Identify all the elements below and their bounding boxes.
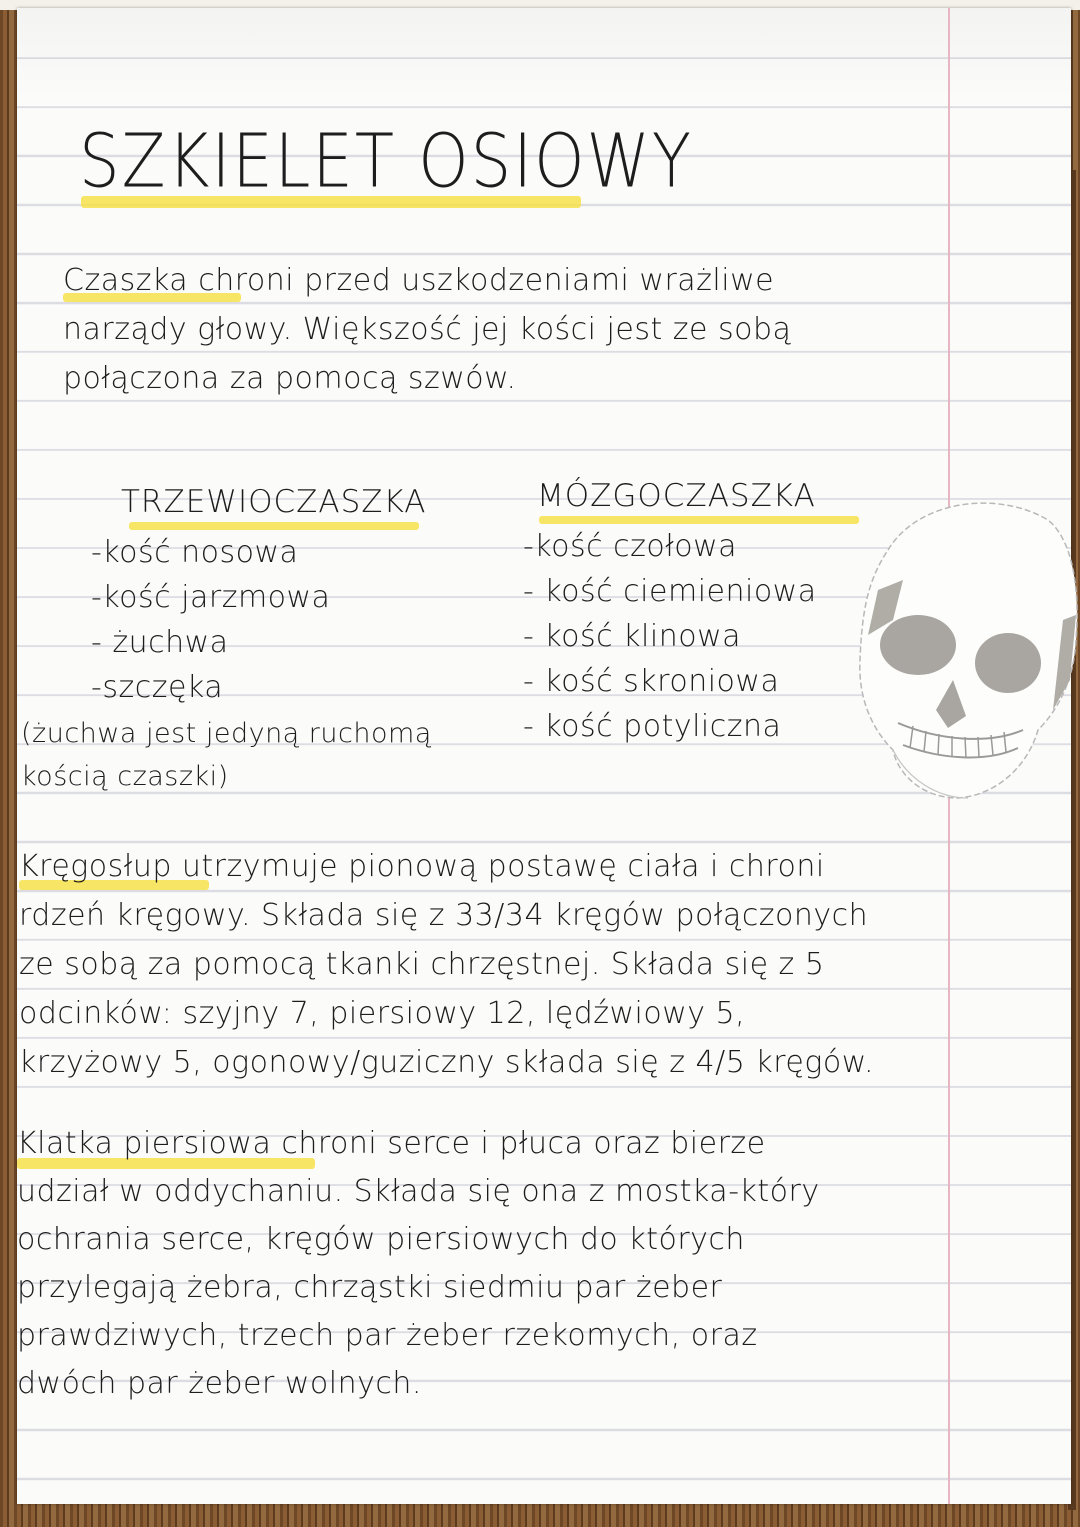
zuchwa-note	[21, 712, 432, 798]
klatka-paragraph	[17, 1120, 820, 1408]
list-item: - kość skroniowa	[523, 664, 780, 699]
list-item: -szczęka	[91, 670, 224, 705]
intro-line: Czaszka chroni przed uszkodzeniami wrażliwe	[63, 263, 775, 298]
intro-paragraph	[63, 256, 791, 403]
intro-line: narządy głowy. Większość jej kości jest ze sobą	[63, 312, 792, 347]
kregoslup-line: rdzeń kręgowy. Składa się z 33/34 kręgów połączonych	[19, 898, 869, 933]
klatka-line: udział w oddychaniu. Składa się ona z mostka-który	[17, 1174, 820, 1209]
kregoslup-line: krzyżowy 5, ogonowy/guziczny składa się z 4/5 kręgów.	[19, 1045, 875, 1080]
list-item: - kość klinowa	[523, 619, 742, 654]
klatka-line: Klatka piersiowa chroni serce i płuca oraz bierze	[17, 1126, 766, 1161]
kregoslup-paragraph	[19, 842, 874, 1087]
kregoslup-line: Kręgosłup utrzymuje pionową postawę ciała i chroni	[19, 849, 825, 884]
mozgoczaszka-highlight	[539, 516, 859, 524]
skull-icon	[848, 480, 1078, 810]
list-item: - żuchwa	[91, 625, 229, 660]
kregoslup-line: ze sobą za pomocą tkanki chrzęstnej. Składa się z 5	[19, 947, 825, 982]
mozgoczaszka-heading: MÓZGOCZASZKA	[537, 478, 816, 514]
klatka-line: przylegają żebra, chrząstki siedmiu par żeber	[17, 1270, 723, 1305]
klatka-line: prawdziwych, trzech par żeber rzekomych, oraz	[17, 1318, 758, 1353]
note-line: kością czaszki)	[21, 761, 229, 792]
klatka-line: dwóch par żeber wolnych.	[17, 1366, 422, 1401]
mozgoczaszka-list	[523, 524, 817, 749]
trzewioczaszka-highlight	[129, 522, 419, 530]
list-item: -kość jarzmowa	[91, 580, 331, 615]
page-title: SZKIELET OSIOWY	[79, 120, 693, 206]
list-item: -kość nosowa	[91, 535, 299, 570]
intro-line: połączona za pomocą szwów.	[63, 361, 517, 396]
klatka-line: ochrania serce, kręgów piersiowych do których	[17, 1222, 745, 1257]
list-item: - kość ciemieniowa	[523, 574, 817, 609]
list-item: -kość czołowa	[523, 529, 738, 564]
trzewioczaszka-heading: TRZEWIOCZASZKA	[121, 484, 427, 520]
list-item: - kość potyliczna	[523, 709, 782, 744]
note-line: (żuchwa jest jedyną ruchomą	[21, 718, 432, 749]
trzewioczaszka-list	[91, 530, 330, 710]
kregoslup-line: odcinków: szyjny 7, piersiowy 12, lędźwiowy 5,	[19, 996, 746, 1031]
